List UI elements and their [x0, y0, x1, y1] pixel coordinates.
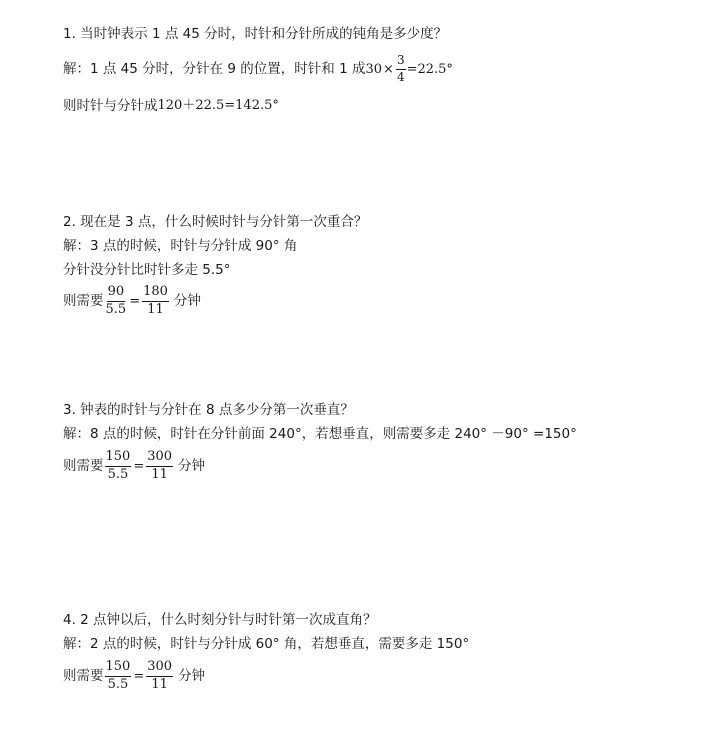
problem-3-fraction-1-numerator: 150: [105, 450, 132, 467]
problem-3-solution-line-2: [63, 450, 205, 483]
problem-3-fraction-1-denominator: 5.5: [107, 466, 129, 482]
problem-1-fraction-denominator: 4: [396, 69, 405, 84]
problem-2-fraction-1: [105, 285, 128, 318]
problem-2-fraction-2: [142, 285, 169, 318]
problem-2-question-text: 2. 现在是 3 点，什么时候时针与分针第一次重合？: [63, 214, 368, 230]
problem-1-fraction: [396, 54, 406, 85]
problem-1-solution-prefix: 解：1 点 45 分时，分针在 9 的位置，时针和 1 成: [63, 61, 366, 78]
problem-3-unit: 分钟: [178, 458, 206, 475]
problem-3-fraction-1: [105, 450, 132, 483]
problem-1-solution-line-2: [63, 98, 279, 114]
problem-4-solution-line-2: [63, 660, 205, 693]
problem-1-coefficient: 30: [365, 61, 383, 77]
problem-3-fraction-2-numerator: 300: [146, 450, 173, 467]
problem-4-question: [63, 612, 377, 628]
problem-2-solution-line-1: [63, 238, 297, 254]
problem-2-unit: 分钟: [173, 293, 201, 310]
problem-1-solution-line-1: [63, 54, 453, 85]
problem-3-fraction-2: [146, 450, 173, 483]
problem-4-question-text: 4. 2 点钟以后，什么时刻分针与时针第一次成直角？: [63, 612, 377, 628]
problem-1-conclusion-expression: 120＋22.5=142.5°: [157, 98, 279, 114]
problem-2-equals-sign: =: [129, 293, 141, 309]
problem-3-solution-text: 解：8 点的时候，时针在分针前面 240°，若想垂直，则需要多走 240° －90° =150°: [63, 426, 577, 442]
problem-4-fraction-1: [105, 660, 132, 693]
problem-4-unit: 分钟: [178, 668, 206, 685]
problem-1-times-sign: ×: [383, 61, 394, 77]
problem-2-conclusion-prefix: 则需要: [63, 293, 104, 310]
problem-4-equals-sign: =: [133, 668, 145, 684]
problem-4-fraction-1-numerator: 150: [105, 660, 132, 677]
problem-2-fraction-1-denominator: 5.5: [105, 301, 127, 317]
problem-4-fraction-2-denominator: 11: [151, 676, 168, 692]
problem-2-fraction-1-numerator: 90: [107, 285, 126, 302]
problem-2-fraction-2-numerator: 180: [142, 285, 169, 302]
problem-4-fraction-1-denominator: 5.5: [107, 676, 129, 692]
problem-4-conclusion-prefix: 则需要: [63, 668, 104, 685]
problem-1-result: =22.5°: [406, 61, 453, 77]
problem-4-solution-line-1: [63, 636, 469, 652]
problem-2-solution-text-2: 分针没分针比时针多走 5.5°: [63, 262, 231, 278]
problem-4-fraction-2-numerator: 300: [146, 660, 173, 677]
problem-4-solution-text: 解：2 点的时候，时针与分针成 60° 角，若想垂直，需要多走 150°: [63, 636, 470, 652]
problem-3-solution-line-1: [63, 426, 577, 442]
problem-4-fraction-2: [146, 660, 173, 693]
problem-3-question-text: 3. 钟表的时针与分针在 8 点多少分第一次垂直？: [63, 402, 354, 418]
problem-2-solution-line-3: [63, 285, 201, 318]
problem-1-question: [63, 26, 447, 42]
problem-1-fraction-numerator: 3: [396, 54, 406, 70]
problem-2-question: [63, 214, 367, 230]
problem-2-fraction-2-denominator: 11: [147, 301, 164, 317]
problem-1-conclusion-prefix: 则时针与分针成: [63, 98, 158, 114]
problem-1-question-text: 1. 当时钟表示 1 点 45 分时，时针和分针所成的钝角是多少度？: [63, 26, 448, 42]
problem-3-conclusion-prefix: 则需要: [63, 458, 104, 475]
problem-2-solution-line-2: [63, 262, 231, 278]
problem-2-solution-text: 解：3 点的时候，时针与分针成 90° 角: [63, 238, 298, 254]
problem-3-fraction-2-denominator: 11: [151, 466, 168, 482]
problem-3-question: [63, 402, 354, 418]
problem-3-equals-sign: =: [133, 458, 145, 474]
